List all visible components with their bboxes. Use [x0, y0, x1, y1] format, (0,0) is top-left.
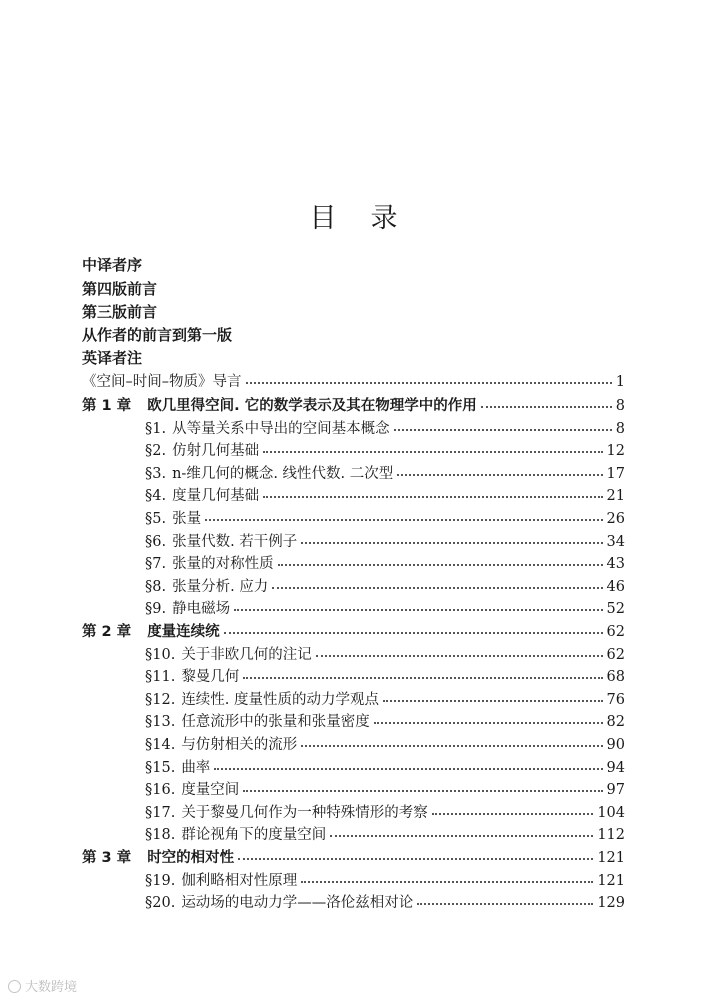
entry-number: §13.	[145, 714, 176, 731]
entry-number: 第 1 章	[82, 398, 132, 414]
entry-title: 时空的相对性	[147, 850, 235, 866]
entry-number: 第 2 章	[82, 624, 132, 640]
entry-label	[145, 801, 428, 822]
entry-title: 群论视角下的度量空间	[181, 827, 327, 844]
entry-label	[145, 597, 230, 618]
entry-title: 任意流形中的张量和张量密度	[181, 714, 370, 731]
toc-section[interactable]	[145, 869, 625, 889]
leader-dots	[301, 745, 602, 747]
entry-number: §9.	[145, 601, 167, 618]
entry-page: 76	[606, 691, 625, 708]
entry-page: 12	[606, 443, 625, 460]
leader-dots	[432, 813, 594, 815]
entry-label	[82, 394, 477, 415]
front-matter-item[interactable]: 第四版前言	[82, 280, 158, 298]
entry-label	[145, 507, 201, 528]
entry-number: 第 3 章	[82, 850, 132, 866]
entry-label	[145, 417, 390, 438]
entry-title: 仿射几何基础	[172, 443, 260, 460]
entry-label	[145, 756, 210, 777]
entry-title: 关于非欧几何的注记	[181, 646, 312, 663]
entry-page: 17	[606, 465, 625, 482]
entry-label	[145, 530, 297, 551]
leader-dots	[417, 903, 593, 905]
entry-label	[145, 710, 370, 731]
leader-dots	[214, 768, 602, 770]
entry-page: 90	[606, 737, 625, 753]
toc-chapter[interactable]	[82, 846, 625, 866]
toc-section[interactable]	[145, 643, 625, 663]
entry-page: 8	[615, 398, 625, 414]
toc-section[interactable]	[145, 417, 625, 437]
entry-page: 43	[606, 556, 625, 573]
entry-page: 121	[597, 850, 625, 866]
entry-title: 与仿射相关的流形	[181, 737, 298, 753]
entry-title: 从等量关系中导出的空间基本概念	[172, 420, 390, 437]
entry-number: §10.	[145, 646, 176, 663]
leader-dots	[374, 722, 603, 724]
entry-number: §3.	[145, 465, 167, 482]
entry-label	[145, 552, 274, 573]
entry-title: 张量的对称性质	[172, 556, 274, 573]
entry-title: 曲率	[181, 759, 211, 776]
leader-dots	[330, 835, 593, 837]
entry-label	[145, 869, 297, 890]
entry-label	[145, 778, 239, 799]
entry-number: §17.	[145, 804, 176, 821]
leader-dots	[316, 655, 603, 657]
toc-section[interactable]	[145, 530, 625, 550]
leader-dots	[246, 382, 612, 384]
entry-number: §8.	[145, 578, 167, 595]
toc-title: 目录	[309, 203, 432, 234]
leader-dots	[234, 609, 602, 611]
toc-section[interactable]	[145, 575, 625, 595]
front-matter-item[interactable]: 从作者的前言到第一版	[82, 326, 233, 344]
toc-section[interactable]	[145, 801, 625, 821]
entry-label	[145, 733, 297, 754]
entry-title: 度量空间	[181, 782, 240, 799]
entry-title: n-维几何的概念. 线性代数. 二次型	[172, 465, 394, 482]
toc-entry-intro[interactable]	[82, 370, 625, 390]
entry-label	[145, 439, 259, 460]
entry-title: 运动场的电动力学——洛伦兹相对论	[181, 895, 414, 912]
entry-label	[145, 462, 393, 483]
leader-dots	[301, 542, 602, 544]
entry-label: 《空间–时间–物质》导言	[82, 374, 242, 390]
entry-page: 97	[606, 782, 625, 799]
entry-title: 关于黎曼几何作为一种特殊情形的考察	[181, 804, 428, 821]
entry-number: §20.	[145, 895, 176, 912]
front-matter-item[interactable]: 英译者注	[82, 349, 143, 367]
entry-title: 度量几何基础	[172, 488, 260, 505]
entry-page: 21	[606, 488, 625, 505]
leader-dots	[243, 677, 602, 679]
entry-number: §18.	[145, 827, 176, 844]
entry-page: 62	[606, 624, 625, 640]
toc-section[interactable]	[145, 891, 625, 911]
leader-dots	[238, 858, 593, 860]
entry-label	[145, 575, 268, 596]
entry-number: §4.	[145, 488, 167, 505]
leader-dots	[301, 881, 593, 883]
entry-label	[145, 484, 259, 505]
entry-page: 62	[606, 646, 625, 663]
entry-page: 8	[615, 420, 625, 437]
toc-section[interactable]	[145, 688, 625, 708]
toc-section[interactable]	[145, 665, 625, 685]
entry-number: §2.	[145, 443, 167, 460]
leader-dots	[278, 564, 603, 566]
front-matter-item[interactable]: 中译者序	[82, 256, 143, 274]
toc-section[interactable]	[145, 778, 625, 798]
entry-label	[145, 665, 239, 686]
leader-dots	[243, 790, 602, 792]
entry-page: 112	[597, 827, 625, 844]
entry-number: §14.	[145, 737, 176, 753]
entry-number: §12.	[145, 691, 176, 708]
toc-section[interactable]	[145, 484, 625, 504]
entry-number: §6.	[145, 533, 167, 550]
entry-title: 伽利略相对性原理	[181, 872, 298, 889]
entry-title: 张量	[172, 511, 202, 527]
toc-section[interactable]	[145, 597, 625, 617]
entry-page: 104	[597, 804, 625, 821]
entry-label	[145, 891, 413, 912]
entry-title: 张量分析. 应力	[172, 578, 269, 595]
entry-label	[145, 688, 379, 709]
entry-title: 连续性. 度量性质的动力学观点	[181, 691, 380, 708]
watermark-logo-icon	[8, 980, 21, 993]
entry-number: §1.	[145, 420, 167, 437]
entry-number: §15.	[145, 759, 176, 776]
leader-dots	[263, 496, 602, 498]
toc-section[interactable]	[145, 439, 625, 459]
leader-dots	[383, 700, 603, 702]
entry-title: 欧几里得空间. 它的数学表示及其在物理学中的作用	[147, 398, 477, 414]
watermark-text: 大数跨境	[25, 980, 78, 995]
entry-page: 34	[606, 533, 625, 550]
entry-label	[145, 643, 312, 664]
entry-number: §5.	[145, 511, 167, 527]
entry-number: §16.	[145, 782, 176, 799]
toc-section[interactable]	[145, 710, 625, 730]
entry-page: 82	[606, 714, 625, 731]
toc-section[interactable]	[145, 756, 625, 776]
leader-dots	[224, 632, 603, 634]
leader-dots	[205, 519, 602, 521]
front-matter-item[interactable]: 第三版前言	[82, 303, 158, 321]
entry-title: 黎曼几何	[181, 669, 240, 686]
entry-title: 度量连续统	[147, 624, 220, 640]
entry-label	[145, 823, 326, 844]
entry-page: 121	[597, 872, 625, 889]
toc-section[interactable]	[145, 552, 625, 572]
watermark	[8, 976, 77, 995]
entry-number: §7.	[145, 556, 167, 573]
leader-dots	[481, 406, 612, 408]
toc-chapter[interactable]	[82, 620, 625, 640]
leader-dots	[394, 429, 612, 431]
entry-page: 94	[606, 759, 625, 776]
entry-number: §11.	[145, 669, 176, 686]
entry-label	[82, 846, 234, 867]
toc-chapter[interactable]	[82, 394, 625, 414]
toc-section[interactable]	[145, 507, 625, 527]
leader-dots	[272, 587, 602, 589]
entry-page: 52	[606, 601, 625, 618]
entry-label	[82, 620, 220, 641]
toc-section[interactable]	[145, 462, 625, 482]
leader-dots	[263, 451, 602, 453]
entry-title: 张量代数. 若干例子	[172, 533, 298, 550]
entry-page: 1	[615, 374, 625, 390]
entry-page: 129	[597, 895, 625, 912]
entry-page: 26	[606, 511, 625, 527]
entry-number: §19.	[145, 872, 176, 889]
entry-title: 静电磁场	[172, 601, 231, 618]
toc-section[interactable]	[145, 733, 625, 753]
leader-dots	[397, 474, 602, 476]
toc-section[interactable]	[145, 823, 625, 843]
entry-page: 46	[606, 578, 625, 595]
entry-page: 68	[606, 669, 625, 686]
